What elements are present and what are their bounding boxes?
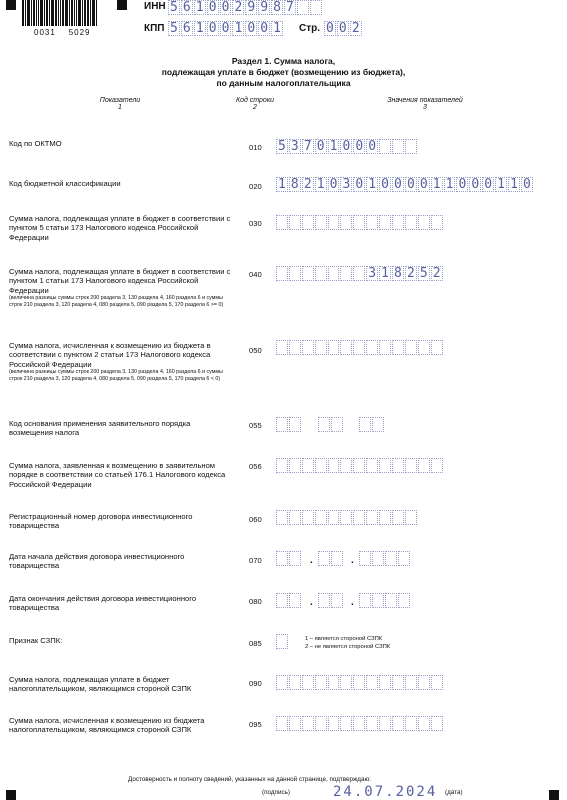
char-cell[interactable]: 0: [392, 177, 404, 192]
code-050: 050: [249, 346, 262, 355]
basis-055-field-3[interactable]: [359, 417, 385, 432]
char-cell[interactable]: [276, 510, 288, 525]
char-cell[interactable]: [405, 716, 417, 731]
char-cell[interactable]: 0: [353, 139, 365, 154]
code-040: 040: [249, 270, 262, 279]
char-cell[interactable]: [340, 266, 352, 281]
char-cell[interactable]: 1: [444, 177, 456, 192]
code-030: 030: [249, 219, 262, 228]
char-cell[interactable]: [340, 716, 352, 731]
char-cell[interactable]: 1: [366, 177, 378, 192]
label-reg-060: Регистрационный номер договора инвестиционного товарищества: [9, 512, 193, 531]
char-cell[interactable]: [276, 340, 288, 355]
char-cell[interactable]: [366, 675, 378, 690]
char-cell[interactable]: 2: [302, 177, 314, 192]
char-cell[interactable]: 5: [168, 0, 180, 15]
char-cell[interactable]: [276, 634, 288, 649]
label-kbk: Код бюджетной классификации: [9, 179, 121, 188]
char-cell[interactable]: [315, 510, 327, 525]
char-cell[interactable]: [353, 340, 365, 355]
char-cell[interactable]: [431, 675, 443, 690]
label-tax-095: Сумма налога, исчисленная к возмещению из бюджета налогоплательщиком, являющимся стороной СЗПК: [9, 716, 205, 735]
char-cell[interactable]: [392, 675, 404, 690]
char-cell[interactable]: [331, 417, 343, 432]
oktmo-field[interactable]: [276, 139, 418, 154]
char-cell[interactable]: [289, 215, 301, 230]
char-cell[interactable]: 3: [289, 139, 301, 154]
char-cell[interactable]: [328, 675, 340, 690]
char-cell[interactable]: [289, 551, 301, 566]
char-cell[interactable]: 6: [181, 21, 193, 36]
barcode: [22, 0, 104, 26]
char-cell[interactable]: [328, 266, 340, 281]
char-cell[interactable]: 2: [405, 266, 417, 281]
char-cell[interactable]: [302, 266, 314, 281]
char-cell[interactable]: 0: [324, 21, 336, 36]
char-cell[interactable]: [315, 266, 327, 281]
column-header-line-code: Код строки 2: [235, 97, 275, 111]
char-cell[interactable]: 0: [456, 177, 468, 192]
label-oktmo: Код по ОКТМО: [9, 139, 62, 148]
char-cell[interactable]: [379, 510, 391, 525]
tax-056-field[interactable]: [276, 458, 444, 473]
char-cell[interactable]: [276, 675, 288, 690]
char-cell[interactable]: [297, 0, 309, 15]
char-cell[interactable]: [372, 593, 384, 608]
label-tax-040: Сумма налога, подлежащая уплате в бюджет в соответствии с пунктом 1 статьи 173 Налогового кодекса Российской Федерации (величина разницы суммы строк 200 раздела 3, 130 раздела 4, 160 раздела 6 и суммы строк 210 раздела 3, 120 раздела 4, 080 раздела 5, 090 раздела 5, 170 раздела 6 >= 0): [9, 267, 231, 308]
char-cell[interactable]: [405, 340, 417, 355]
char-cell[interactable]: [392, 458, 404, 473]
char-cell[interactable]: 0: [340, 139, 352, 154]
char-cell[interactable]: [289, 716, 301, 731]
char-cell[interactable]: [276, 266, 288, 281]
char-cell[interactable]: [431, 458, 443, 473]
char-cell[interactable]: [418, 215, 430, 230]
char-cell[interactable]: [353, 266, 365, 281]
code-070: 070: [249, 556, 262, 565]
char-cell[interactable]: [366, 340, 378, 355]
char-cell[interactable]: [328, 340, 340, 355]
char-cell[interactable]: 0: [418, 177, 430, 192]
char-cell[interactable]: [289, 510, 301, 525]
char-cell[interactable]: [276, 551, 288, 566]
char-cell[interactable]: 8: [271, 0, 283, 15]
signature-date[interactable]: 24.07.2024: [333, 784, 438, 800]
char-cell[interactable]: 5: [418, 266, 430, 281]
char-cell[interactable]: [379, 340, 391, 355]
char-cell[interactable]: [418, 458, 430, 473]
basis-055-field-2[interactable]: [318, 417, 344, 432]
char-cell[interactable]: [289, 266, 301, 281]
char-cell[interactable]: [331, 551, 343, 566]
char-cell[interactable]: 3: [366, 266, 378, 281]
label-start-070: Дата начала действия договора инвестиционного товарищества: [9, 552, 185, 571]
kpp-label: КПП: [144, 23, 165, 34]
char-cell[interactable]: [302, 510, 314, 525]
code-095: 095: [249, 720, 262, 729]
char-cell[interactable]: [405, 675, 417, 690]
char-cell[interactable]: 2: [232, 0, 244, 15]
char-cell[interactable]: [431, 340, 443, 355]
char-cell[interactable]: [353, 675, 365, 690]
page-field[interactable]: [324, 21, 363, 36]
column-header-indicators: Показатели 1: [99, 97, 141, 111]
char-cell[interactable]: [398, 551, 410, 566]
char-cell[interactable]: [366, 510, 378, 525]
char-cell[interactable]: [405, 510, 417, 525]
tax-050-field[interactable]: [276, 340, 444, 355]
code-056: 056: [249, 462, 262, 471]
char-cell[interactable]: [372, 417, 384, 432]
char-cell[interactable]: [289, 458, 301, 473]
char-cell[interactable]: 0: [379, 177, 391, 192]
char-cell[interactable]: [379, 716, 391, 731]
char-cell[interactable]: 0: [366, 139, 378, 154]
char-cell[interactable]: 0: [258, 21, 270, 36]
char-cell[interactable]: 0: [220, 0, 232, 15]
char-cell[interactable]: [328, 458, 340, 473]
szpk-085-field[interactable]: [276, 634, 289, 649]
char-cell[interactable]: [379, 139, 391, 154]
char-cell[interactable]: [398, 593, 410, 608]
char-cell[interactable]: [392, 215, 404, 230]
code-060: 060: [249, 515, 262, 524]
char-cell[interactable]: [276, 593, 288, 608]
char-cell[interactable]: [431, 215, 443, 230]
char-cell[interactable]: [392, 716, 404, 731]
char-cell[interactable]: 5: [276, 139, 288, 154]
char-cell[interactable]: [302, 716, 314, 731]
date-separator: .: [310, 597, 313, 608]
date-separator: .: [351, 555, 354, 566]
char-cell[interactable]: [418, 340, 430, 355]
char-cell[interactable]: 0: [207, 21, 219, 36]
char-cell[interactable]: [276, 215, 288, 230]
char-cell[interactable]: 0: [482, 177, 494, 192]
char-cell[interactable]: [418, 716, 430, 731]
char-cell[interactable]: [405, 458, 417, 473]
char-cell[interactable]: [353, 215, 365, 230]
tax-040-field[interactable]: [276, 266, 444, 281]
char-cell[interactable]: [328, 716, 340, 731]
start-day-field[interactable]: [276, 551, 302, 566]
char-cell[interactable]: [379, 458, 391, 473]
barcode-number: 0031 5029: [34, 28, 91, 37]
char-cell[interactable]: [359, 551, 371, 566]
date-separator: .: [351, 597, 354, 608]
char-cell[interactable]: [276, 716, 288, 731]
char-cell[interactable]: [366, 716, 378, 731]
char-cell[interactable]: [392, 139, 404, 154]
date-label: (дата): [445, 789, 463, 796]
corner-marker-bottom-right: [549, 790, 559, 800]
char-cell[interactable]: [328, 510, 340, 525]
char-cell[interactable]: [315, 215, 327, 230]
kpp-field[interactable]: [168, 21, 284, 36]
label-basis-055: Код основания применения заявительного порядка возмещения налога: [9, 419, 191, 438]
char-cell[interactable]: [385, 551, 397, 566]
char-cell[interactable]: 0: [353, 177, 365, 192]
char-cell[interactable]: [289, 675, 301, 690]
start-year-field[interactable]: [359, 551, 411, 566]
char-cell[interactable]: 0: [337, 21, 349, 36]
char-cell[interactable]: [366, 215, 378, 230]
szpk-note: 1 – является стороной СЗПК 2 – не является стороной СЗПК: [305, 636, 391, 650]
char-cell[interactable]: [385, 593, 397, 608]
char-cell[interactable]: 0: [469, 177, 481, 192]
start-month-field[interactable]: [318, 551, 344, 566]
page-label: Стр.: [299, 23, 321, 34]
reg-060-field[interactable]: [276, 510, 418, 525]
tax-095-field[interactable]: [276, 716, 444, 731]
basis-055-field-1[interactable]: [276, 417, 302, 432]
char-cell[interactable]: [302, 215, 314, 230]
char-cell[interactable]: [359, 593, 371, 608]
char-cell[interactable]: [392, 510, 404, 525]
char-cell[interactable]: 1: [315, 177, 327, 192]
char-cell[interactable]: [318, 551, 330, 566]
char-cell[interactable]: [289, 417, 301, 432]
char-cell[interactable]: 1: [194, 21, 206, 36]
char-cell[interactable]: [340, 675, 352, 690]
label-tax-030: Сумма налога, подлежащая уплате в бюджет в соответствии с пунктом 5 статьи 173 Налогового кодекса Российской Федерации: [9, 214, 231, 242]
char-cell[interactable]: 1: [379, 266, 391, 281]
char-cell[interactable]: 1: [495, 177, 507, 192]
char-cell[interactable]: 8: [289, 177, 301, 192]
label-tax-050: Сумма налога, исчисленная к возмещению из бюджета в соответствии с пунктом 2 статьи 173 Налогового кодекса Российской Федерации (величина разницы суммы строк 200 раздела 3, 130 раздела 4, 160 раздела 6 и суммы строк 210 раздела 3, 120 раздела 4, 080 раздела 5, 090 раздела 5, 170 раздела 6 < 0): [9, 341, 223, 382]
char-cell[interactable]: 0: [315, 139, 327, 154]
char-cell[interactable]: [340, 340, 352, 355]
code-020: 020: [249, 182, 262, 191]
char-cell[interactable]: [315, 675, 327, 690]
char-cell[interactable]: [366, 458, 378, 473]
char-cell[interactable]: [315, 458, 327, 473]
char-cell[interactable]: 5: [168, 21, 180, 36]
char-cell[interactable]: [310, 0, 322, 15]
char-cell[interactable]: [340, 215, 352, 230]
tax-030-field[interactable]: [276, 215, 444, 230]
inn-field[interactable]: [168, 0, 323, 15]
confirmation-text: Достоверность и полноту сведений, указанных на данной странице, подтверждаю:: [128, 776, 371, 783]
char-cell[interactable]: 6: [181, 0, 193, 15]
code-090: 090: [249, 679, 262, 688]
char-cell[interactable]: 1: [508, 177, 520, 192]
char-cell[interactable]: [379, 675, 391, 690]
char-cell[interactable]: [276, 417, 288, 432]
char-cell[interactable]: [340, 458, 352, 473]
char-cell[interactable]: 1: [328, 139, 340, 154]
char-cell[interactable]: [379, 215, 391, 230]
char-cell[interactable]: [302, 458, 314, 473]
char-cell[interactable]: [405, 139, 417, 154]
char-cell[interactable]: [331, 593, 343, 608]
label-szpk-085: Признак СЗПК:: [9, 636, 63, 645]
code-055: 055: [249, 421, 262, 430]
char-cell[interactable]: 2: [350, 21, 362, 36]
char-cell[interactable]: [289, 340, 301, 355]
code-085: 085: [249, 639, 262, 648]
char-cell[interactable]: [392, 340, 404, 355]
char-cell[interactable]: 1: [276, 177, 288, 192]
char-cell[interactable]: [353, 510, 365, 525]
char-cell[interactable]: 1: [271, 21, 283, 36]
section-title: Раздел 1. Сумма налога, подлежащая уплате в бюджет (возмещению из бюджета), по данным налогоплательщика: [161, 56, 406, 88]
char-cell[interactable]: 0: [207, 0, 219, 15]
char-cell[interactable]: 0: [328, 177, 340, 192]
code-010: 010: [249, 143, 262, 152]
char-cell[interactable]: 1: [232, 21, 244, 36]
char-cell[interactable]: [340, 510, 352, 525]
kbk-field[interactable]: [276, 177, 534, 192]
char-cell[interactable]: [302, 675, 314, 690]
column-header-values: Значения показателей 3: [387, 97, 463, 111]
char-cell[interactable]: [353, 716, 365, 731]
char-cell[interactable]: [418, 675, 430, 690]
char-cell[interactable]: [372, 551, 384, 566]
label-tax-090: Сумма налога, подлежащая уплате в бюджет налогоплательщиком, являющимся стороной СЗПК: [9, 675, 192, 694]
char-cell[interactable]: 3: [340, 177, 352, 192]
char-cell[interactable]: [302, 340, 314, 355]
char-cell[interactable]: 0: [245, 21, 257, 36]
tax-090-field[interactable]: [276, 675, 444, 690]
char-cell[interactable]: 9: [258, 0, 270, 15]
char-cell[interactable]: [359, 417, 371, 432]
label-tax-056: Сумма налога, заявленная к возмещению в заявительном порядке в соответствии со статьей 176.1 Налогового кодекса Российской Федерации: [9, 461, 226, 489]
char-cell[interactable]: [318, 593, 330, 608]
char-cell[interactable]: 7: [284, 0, 296, 15]
char-cell[interactable]: 0: [220, 21, 232, 36]
corner-marker-bottom-left: [6, 790, 16, 800]
char-cell[interactable]: [276, 458, 288, 473]
signature-label: (подпись): [262, 789, 290, 796]
char-cell[interactable]: [315, 340, 327, 355]
char-cell[interactable]: [318, 417, 330, 432]
char-cell[interactable]: [431, 716, 443, 731]
char-cell[interactable]: 8: [392, 266, 404, 281]
char-cell[interactable]: 1: [194, 0, 206, 15]
char-cell[interactable]: [405, 215, 417, 230]
char-cell[interactable]: 1: [431, 177, 443, 192]
end-day-field[interactable]: [276, 593, 302, 608]
end-year-field[interactable]: [359, 593, 411, 608]
corner-marker-top-mid: [117, 0, 127, 10]
char-cell[interactable]: 0: [405, 177, 417, 192]
char-cell[interactable]: 2: [431, 266, 443, 281]
char-cell[interactable]: [353, 458, 365, 473]
date-separator: .: [310, 555, 313, 566]
code-080: 080: [249, 597, 262, 606]
char-cell[interactable]: 9: [245, 0, 257, 15]
char-cell[interactable]: 7: [302, 139, 314, 154]
corner-marker-top-left: [6, 0, 16, 10]
char-cell[interactable]: [328, 215, 340, 230]
char-cell[interactable]: [315, 716, 327, 731]
char-cell[interactable]: 0: [521, 177, 533, 192]
char-cell[interactable]: [289, 593, 301, 608]
inn-label: ИНН: [144, 1, 166, 12]
label-end-080: Дата окончания действия договора инвестиционного товарищества: [9, 594, 197, 613]
end-month-field[interactable]: [318, 593, 344, 608]
